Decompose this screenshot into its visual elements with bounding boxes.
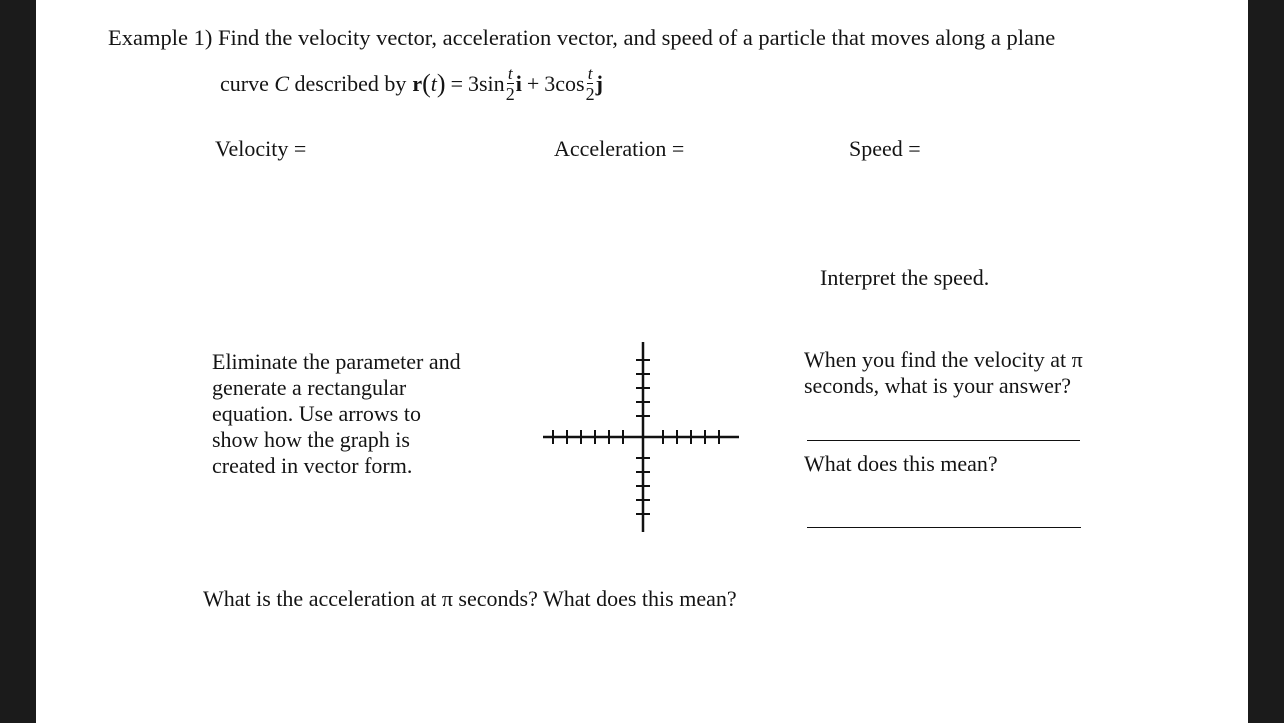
eliminate-line: show how the graph is — [212, 427, 410, 452]
velocity-label: Velocity = — [215, 136, 307, 161]
fraction-1-den: 2 — [505, 84, 515, 104]
eliminate-parameter-prompt — [212, 349, 461, 479]
coef-sin: 3sin — [468, 71, 505, 96]
plus-sign: + — [526, 71, 540, 96]
curve-description — [220, 56, 603, 112]
unit-j: j — [595, 71, 603, 96]
paren-open: ( — [422, 69, 431, 98]
velocity-pi-line: seconds, what is your answer? — [804, 373, 1071, 398]
fraction-2-den: 2 — [585, 84, 595, 104]
acceleration-at-pi-prompt: What is the acceleration at π seconds? What does this mean? — [203, 586, 737, 611]
worksheet-page — [36, 0, 1248, 723]
equals-sign: = — [450, 71, 463, 96]
coordinate-axes — [543, 340, 743, 535]
speed-label: Speed = — [849, 136, 921, 161]
velocity-pi-line: When you find the velocity at π — [804, 347, 1083, 372]
fraction-1 — [506, 65, 515, 103]
example-title: Example 1) Find the velocity vector, acceleration vector, and speed of a particle that moves along a plane — [108, 25, 1056, 50]
curve-prefix: curve — [220, 71, 269, 96]
position-equation — [412, 65, 603, 103]
fraction-1-num: t — [507, 64, 513, 83]
func-r: r — [412, 71, 423, 96]
coef-cos: 3cos — [544, 71, 585, 96]
unit-i: i — [515, 71, 522, 96]
interpret-speed-prompt: Interpret the speed. — [820, 265, 990, 290]
eliminate-line: created in vector form. — [212, 453, 413, 478]
velocity-at-pi-prompt — [804, 347, 1083, 399]
eliminate-line: equation. Use arrows to — [212, 401, 421, 426]
eliminate-line: generate a rectangular — [212, 375, 407, 400]
fraction-2 — [586, 65, 595, 103]
meaning-answer-line — [807, 527, 1081, 528]
what-does-this-mean-prompt: What does this mean? — [804, 451, 998, 476]
velocity-answer-line — [807, 440, 1080, 441]
fraction-2-num: t — [587, 64, 593, 83]
func-t: t — [430, 71, 437, 96]
eliminate-line: Eliminate the parameter and — [212, 349, 461, 374]
paren-close: ) — [436, 69, 446, 98]
curve-described-text: described by — [294, 71, 407, 96]
acceleration-label: Acceleration = — [554, 136, 685, 161]
curve-name: C — [274, 71, 290, 96]
